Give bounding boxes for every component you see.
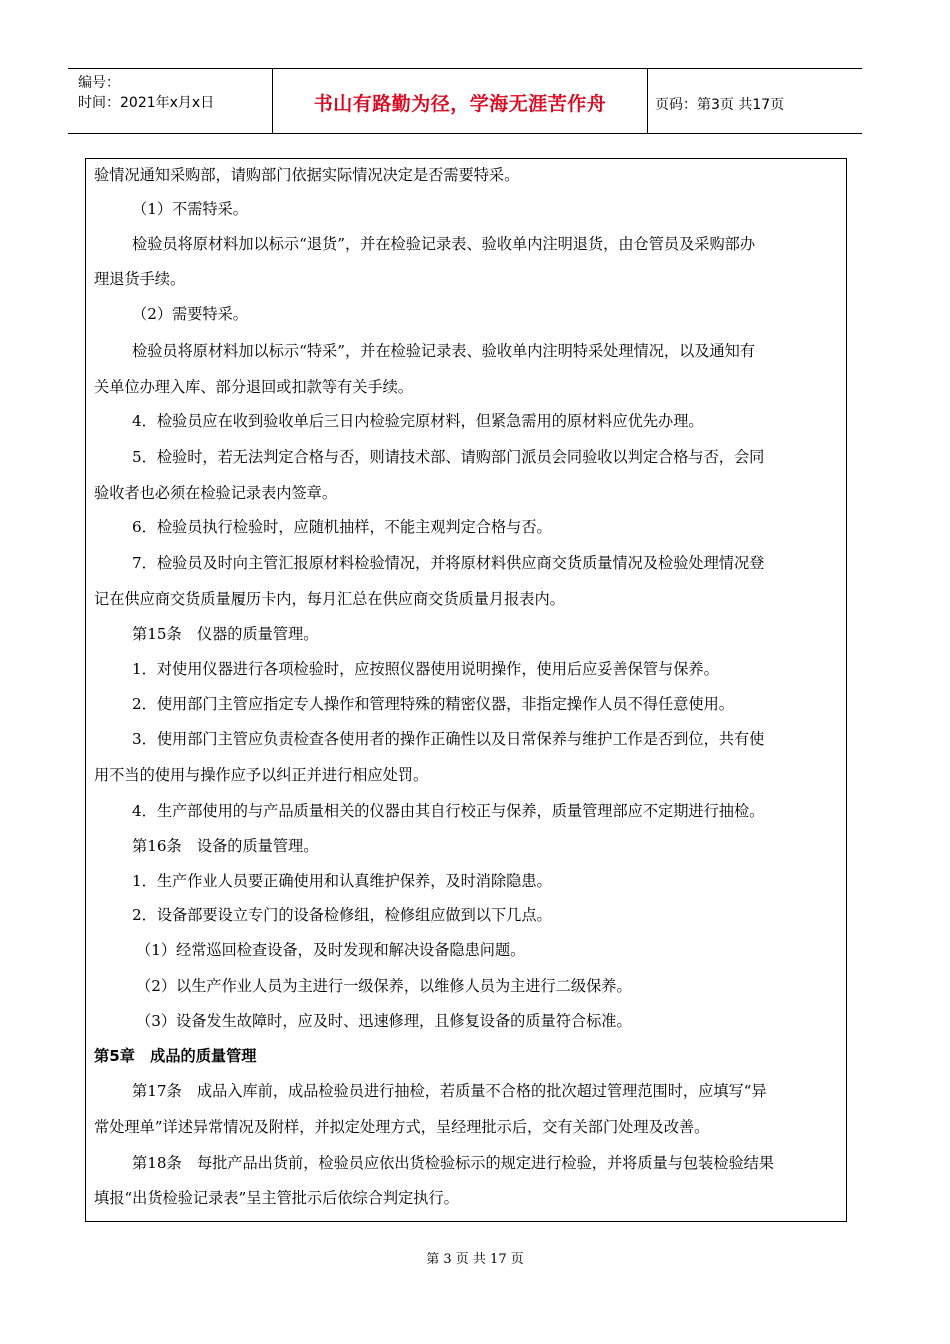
header-page-number: 页码：第3页 共17页 xyxy=(655,97,785,113)
body-line: （1）不需特采。 xyxy=(132,200,248,218)
body-line: 5．检验时，若无法判定合格与否，则请技术部、请购部门派员会同验收以判定合格与否，会同 xyxy=(132,448,765,466)
body-line: 第18条 每批产品出货前，检验员应依出货检验标示的规定进行检验，并将质量与包装检验结果 xyxy=(132,1154,775,1172)
body-line: 2．使用部门主管应指定专人操作和管理特殊的精密仪器，非指定操作人员不得任意使用。 xyxy=(132,695,734,713)
body-line: 7．检验员及时向主管汇报原材料检验情况，并将原材料供应商交货质量情况及检验处理情况登 xyxy=(132,554,765,572)
body-line: 2．设备部要设立专门的设备检修组，检修组应做到以下几点。 xyxy=(132,906,552,924)
body-line: 理退货手续。 xyxy=(94,270,186,288)
page-header xyxy=(68,68,862,134)
body-line: 验情况通知采购部，请购部门依据实际情况决定是否需要特采。 xyxy=(94,166,520,184)
chapter-heading: 第5章 成品的质量管理 xyxy=(94,1047,257,1065)
body-line: 4．生产部使用的与产品质量相关的仪器由其自行校正与保养，质量管理部应不定期进行抽检。 xyxy=(132,802,765,820)
header-motto: 书山有路勤为径，学海无涯苦作舟 xyxy=(313,93,607,115)
body-line: （1）经常巡回检查设备，及时发现和解决设备隐患问题。 xyxy=(136,941,526,959)
body-line: （3）设备发生故障时，应及时、迅速修理，且修复设备的质量符合标准。 xyxy=(136,1012,632,1030)
header-divider xyxy=(647,69,648,133)
body-line: 关单位办理入库、部分退回或扣款等有关手续。 xyxy=(94,378,413,396)
body-line: 3．使用部门主管应负责检查各使用者的操作正确性以及日常保养与维护工作是否到位，共有使 xyxy=(132,730,765,748)
page-footer: 第 3 页 共 17 页 xyxy=(426,1252,524,1267)
body-line: 检验员将原材料加以标示“特采”，并在检验记录表、验收单内注明特采处理情况，以及通知有 xyxy=(132,342,756,360)
body-line: 检验员将原材料加以标示“退货”，并在检验记录表、验收单内注明退货，由仓管员及采购部办 xyxy=(132,235,756,253)
body-line: （2）需要特采。 xyxy=(132,305,248,323)
doc-number-label: 编号： xyxy=(78,75,120,91)
header-meta xyxy=(78,73,214,113)
body-line: 第15条 仪器的质量管理。 xyxy=(132,625,319,643)
body-line: 1．生产作业人员要正确使用和认真维护保养，及时消除隐患。 xyxy=(132,872,552,890)
body-line: （2）以生产作业人员为主进行一级保养，以维修人员为主进行二级保养。 xyxy=(136,977,632,995)
body-line: 第16条 设备的质量管理。 xyxy=(132,837,319,855)
doc-time: 时间：2021年x月x日 xyxy=(78,95,215,111)
body-line: 记在供应商交货质量履历卡内，每月汇总在供应商交货质量月报表内。 xyxy=(94,590,565,608)
body-line: 常处理单”详述异常情况及附样，并拟定处理方式，呈经理批示后，交有关部门处理及改善。 xyxy=(94,1118,710,1136)
body-line: 4．检验员应在收到验收单后三日内检验完原材料，但紧急需用的原材料应优先办理。 xyxy=(132,412,704,430)
body-line: 用不当的使用与操作应予以纠正并进行相应处罚。 xyxy=(94,766,429,784)
body-line: 验收者也必须在检验记录表内签章。 xyxy=(94,484,337,502)
body-line: 第17条 成品入库前，成品检验员进行抽检，若质量不合格的批次超过管理范围时，应填写“异 xyxy=(132,1082,767,1100)
content-box xyxy=(85,158,847,1222)
body-line: 填报“出货检验记录表”呈主管批示后依综合判定执行。 xyxy=(94,1189,459,1207)
body-line: 1．对使用仪器进行各项检验时，应按照仪器使用说明操作，使用后应妥善保管与保养。 xyxy=(132,660,719,678)
body-line: 6．检验员执行检验时，应随机抽样，不能主观判定合格与否。 xyxy=(132,518,552,536)
